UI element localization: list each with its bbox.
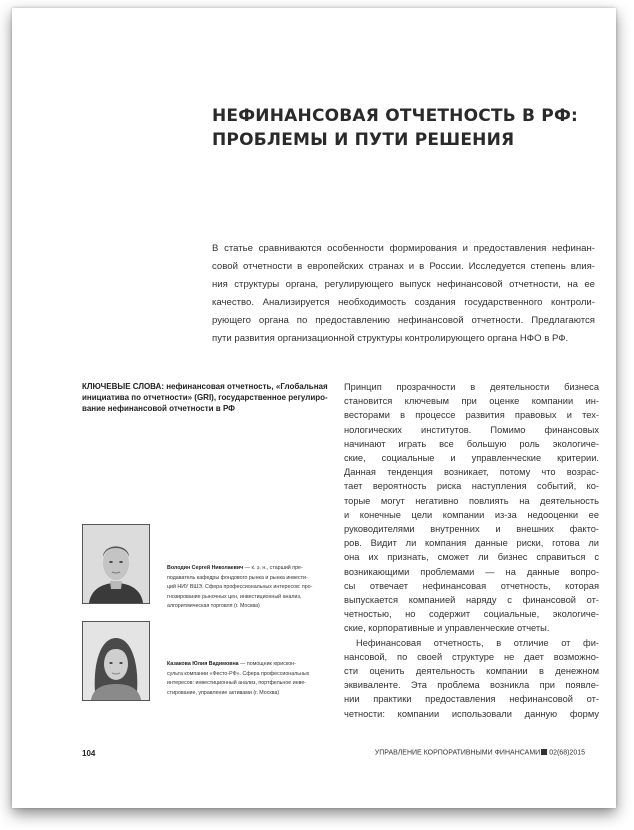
abstract-line: совой отчетности в европейских странах и в России. Исследуется степень влия- (212, 261, 595, 272)
article-title (212, 104, 592, 152)
keywords-line: вание нефинансовой отчетности в РФ (82, 404, 236, 413)
keywords (82, 381, 328, 414)
body-line: торые могут негативно повлиять на деятельность (344, 495, 599, 506)
bio-line: алгоритмическая торговля (г. Москва) (167, 603, 260, 610)
journal-footer (375, 749, 585, 757)
body-line: она их признать, сможет ли бизнес справиться с (344, 552, 599, 563)
bio-line: интересов: инвестиционный анализ, портфельное инве- (167, 680, 307, 687)
bio-line: стирование, управление активами (г. Москва) (167, 689, 280, 696)
body-line: начинают играть все большую роль экологиче- (344, 438, 599, 449)
body-line: четности: компании использовали данную форму (344, 708, 599, 719)
keywords-line: КЛЮЧЕВЫЕ СЛОВА: нефинансовая отчетность, «Глобальная (82, 382, 328, 391)
body-line: нологических институтов. Помимо финансовых (344, 424, 599, 435)
bio-line: ций НИУ ВШЭ. Сфера профессиональных интересов: про- (167, 584, 313, 591)
square-bullet-icon (541, 749, 547, 755)
body-line: выпускается компанией наряду с финансовой от- (344, 595, 599, 606)
portrait-male (83, 525, 149, 603)
body-line: весторами в процессе развития правовых и тех- (344, 410, 599, 421)
body-line: руководителями внутренних и внешних факто- (344, 524, 599, 535)
author-name: Володин Сергей Николаевич (167, 565, 244, 571)
body-line: ские, корпоративные и управленческие отчеты. (344, 623, 550, 634)
page-number: 104 (82, 749, 96, 758)
body-line: и конечные цели компании из-за недооценки ее (344, 509, 599, 520)
body-line: нии практики предоставления нефинансовой от- (344, 694, 599, 705)
journal-issue: 02(68)2015 (549, 749, 585, 757)
body-line: возникающими проблемами — на данные вопро- (344, 566, 599, 577)
body-line: становится ключевым при оценке компании ин- (344, 396, 599, 407)
title-line-2: ПРОБЛЕМЫ И ПУТИ РЕШЕНИЯ (212, 130, 515, 150)
body-line: сы отвечает нефинансовая отчетность, которая (344, 580, 599, 591)
body-line: тает вероятность риска наступления событий, ко- (344, 481, 599, 492)
body-line: Принцип прозрачности в деятельности бизнеса (344, 382, 599, 392)
body-line: нансовой, по своей структуре не дает возможно- (344, 651, 599, 662)
abstract-line: пути развития организационной структуры контролирующего органа НФО в РФ. (212, 333, 569, 344)
author-photo-1 (82, 524, 150, 604)
abstract-line: качество. Анализируется необходимость создания государственного контроли- (212, 297, 595, 308)
bio-line: сульта компании «Фесто-РФ». Сфера профессиональных (167, 670, 310, 677)
body-line: эквиваленте. Эта проблема возникла при появле- (344, 680, 599, 691)
body-line: ров. Видит ли компания данные риски, готова ли (344, 538, 599, 549)
author-bio-2 (167, 660, 342, 698)
bio-line: гнозирование рыночных цен, инвестиционный анализ, (167, 593, 302, 600)
author-bio-1 (167, 564, 342, 612)
bio-line: подаватель кафедры фондового рынка и рынка инвести- (167, 574, 308, 581)
author-name: Казакова Юлия Вадимовна (167, 661, 239, 667)
body-line: Данная тенденция возникает, потому что возрас- (344, 467, 599, 478)
portrait-female (83, 622, 149, 700)
journal-page (12, 8, 616, 808)
bio-line: — к. э. н., старший пре- (244, 565, 303, 571)
abstract-line: рующего органа по предоставлению нефинансовой отчетности. Предлагаются (212, 315, 595, 326)
body-line: Нефинансовая отчетность, в отличие от фи- (356, 637, 599, 648)
abstract (212, 240, 595, 348)
abstract-line: В статье сравниваются особенности формирования и предоставления нефинан- (212, 243, 595, 254)
bio-line: — помощник юрискон- (240, 661, 296, 667)
title-line-1: НЕФИНАНСОВАЯ ОТЧЕТНОСТЬ В РФ: (212, 106, 579, 126)
author-photo-2 (82, 621, 150, 701)
article-body (344, 380, 599, 721)
body-line: сти оценить деятельность компании в денежном (344, 666, 599, 677)
body-line: четностью, но содержит социальные, экологиче- (344, 609, 599, 620)
body-line: ские, социальные и управленческие критерии. (344, 453, 599, 464)
abstract-line: ния структуры органа, регулирующего выпуск нефинансовой отчетности, на ее (212, 279, 595, 290)
journal-name: УПРАВЛЕНИЕ КОРПОРАТИВНЫМИ ФИНАНСАМИ (374, 749, 541, 757)
keywords-line: инициатива по отчетности» (GRI), государственное регулиро- (82, 393, 328, 402)
